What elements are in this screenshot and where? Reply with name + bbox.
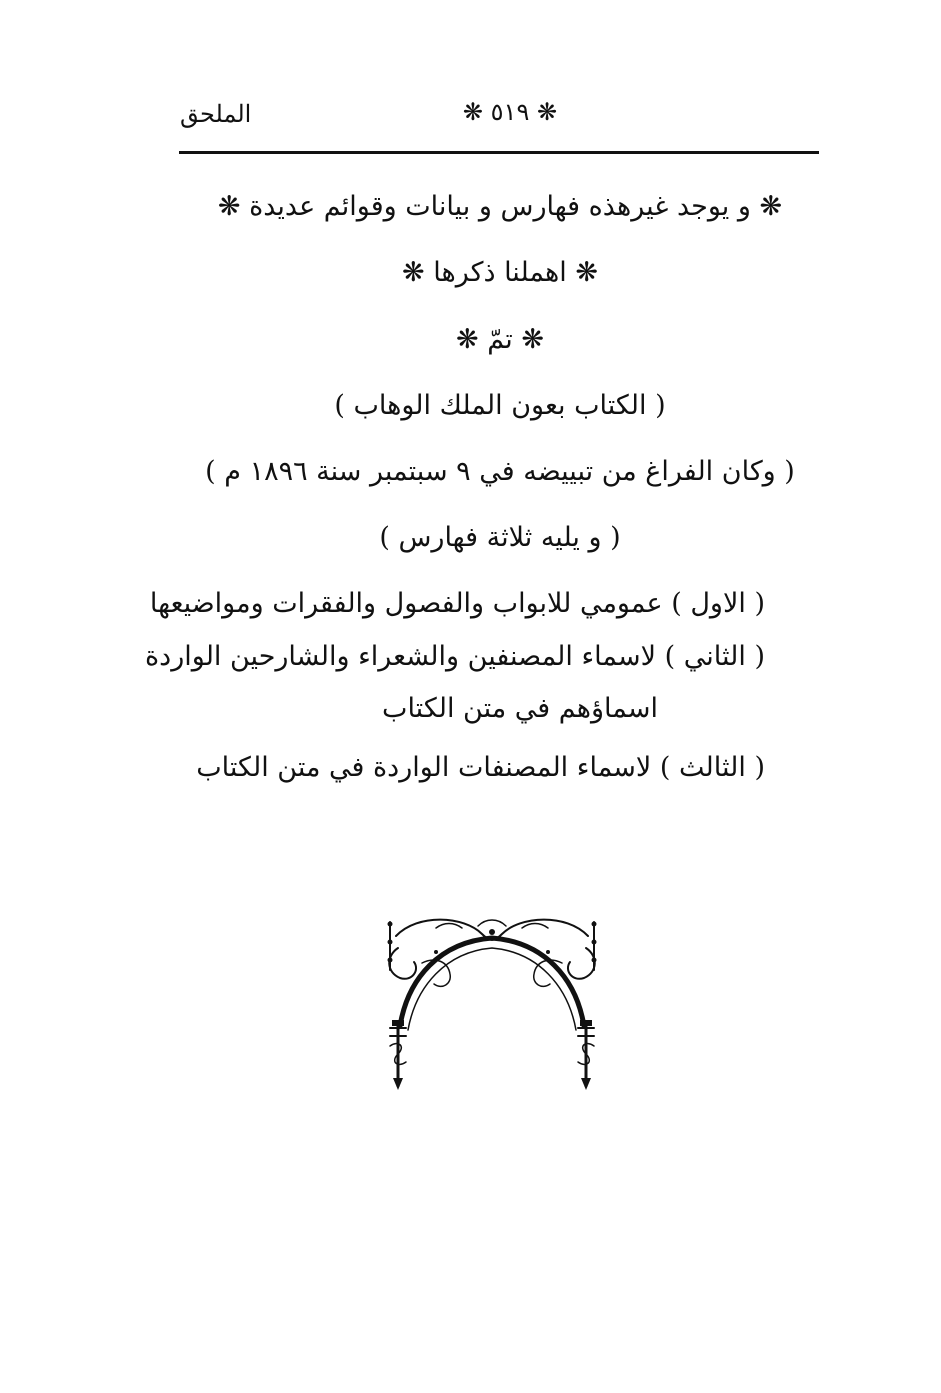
completion-date-line: ( وكان الفراغ من تبييضه في ٩ سبتمبر سنة ١٨٩٦ م ) xyxy=(205,456,795,487)
closing-note-line-1: ❋ و يوجد غيرهذه فهارس و بيانات وقوائم عديدة ❋ xyxy=(217,191,783,222)
page-number: ❋ ٥١٩ ❋ xyxy=(462,98,558,126)
index-label: ( الثاني ) xyxy=(664,641,765,672)
index-label: ( الثالث ) xyxy=(659,752,765,783)
index-text: عمومي للابواب والفصول والفقرات ومواضيعها xyxy=(149,588,663,619)
header-rule xyxy=(179,151,819,154)
indexes-intro-line: ( و يليه ثلاثة فهارس ) xyxy=(379,522,621,553)
index-entry-3 xyxy=(180,745,765,791)
closing-note-line-2: ❋ اهملنا ذكرها ❋ xyxy=(402,257,598,288)
index-text: لاسماء المصنفين والشعراء والشارحين الواردة xyxy=(145,641,657,672)
index-entry-1 xyxy=(149,581,765,627)
completion-mark: ❋ تمّ ❋ xyxy=(456,324,544,355)
index-text: لاسماء المصنفات الواردة في متن الكتاب xyxy=(196,752,652,783)
colophon-line: ( الكتاب بعون الملك الوهاب ) xyxy=(334,390,666,421)
index-entry-2 xyxy=(145,634,765,680)
arch-ornament-icon xyxy=(378,908,606,1098)
page-header xyxy=(0,0,941,130)
index-entry-2-continuation: اسماؤهم في متن الكتاب xyxy=(382,693,658,724)
running-head: الملحق xyxy=(180,100,252,128)
index-label: ( الاول ) xyxy=(671,588,765,619)
